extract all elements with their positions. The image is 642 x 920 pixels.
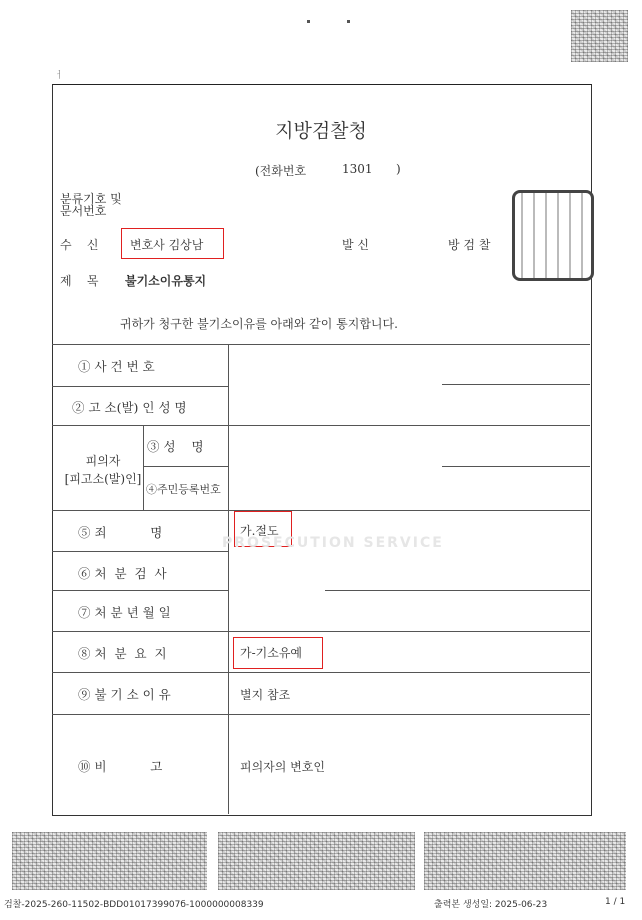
row-label-disposition-summary: ⑧ 처 분 요 지 <box>78 646 167 661</box>
remarks-value: 피의자의 변호인 <box>240 760 325 774</box>
scan-dot <box>347 20 350 23</box>
non-indictment-reason-value: 별지 참조 <box>240 688 291 702</box>
table-rule <box>52 386 228 387</box>
subject-label: 제 목 <box>60 274 99 288</box>
table-rule <box>442 384 590 385</box>
document-frame <box>52 84 592 816</box>
table-rule <box>52 510 590 511</box>
charge-value: 가.절도 <box>240 524 279 538</box>
table-rule <box>52 590 228 591</box>
barcode-icon <box>12 832 207 890</box>
barcode-icon <box>424 832 626 890</box>
scan-mark: ㅓ <box>55 71 64 81</box>
sender-value: 방 검 찰 <box>448 238 491 252</box>
table-rule <box>52 344 590 345</box>
page-title: 지방검찰청 <box>275 120 367 142</box>
row-label-complainant: ② 고 소(발) 인 성 명 <box>72 400 187 415</box>
intro-text: 귀하가 청구한 불기소이유를 아래와 같이 통지합니다. <box>120 317 398 331</box>
classification-label-line1: 분류기호 및 <box>60 192 122 206</box>
table-divider <box>143 425 144 510</box>
table-rule <box>143 466 228 467</box>
classification-label-line2: 문서번호 <box>60 204 107 218</box>
qr-code-icon <box>571 10 628 62</box>
footer-issued-date: 출력본 생성일: 2025-06-23 <box>434 900 548 910</box>
table-rule <box>442 466 590 467</box>
row-label-suspect-group: 피의자 [피고소(발)인] <box>64 454 142 486</box>
phone-number: 1301 <box>342 162 373 176</box>
barcode-icon <box>218 832 415 890</box>
table-rule <box>52 425 590 426</box>
table-rule <box>52 714 590 715</box>
row-label-suspect-name: ③ 성 명 <box>147 439 204 454</box>
recipient-label: 수 신 <box>60 238 99 252</box>
table-divider <box>228 344 229 814</box>
row-label-prosecutor: ⑥ 처 분 검 사 <box>78 566 167 581</box>
footer-doc-id: 검찰-2025-260-11502-BDD0101739907б-1000000008339 <box>4 900 264 910</box>
phone-close: ) <box>396 162 401 176</box>
row-label-case-number: ① 사 건 번 호 <box>78 359 155 374</box>
table-rule <box>52 672 590 673</box>
sender-label: 발 신 <box>342 238 369 252</box>
row-label-charge: ⑤ 죄 명 <box>78 525 163 540</box>
row-label-non-indictment-reason: ⑨ 불 기 소 이 유 <box>78 687 171 702</box>
row-label-suspect-id: ④주민등록번호 <box>146 483 221 496</box>
subject-value: 불기소이유통지 <box>125 274 207 288</box>
row-label-disposition-date: ⑦ 처 분 년 월 일 <box>78 605 171 620</box>
scan-dot <box>307 20 310 23</box>
watermark-text: PROSECUTION SERVICE <box>222 535 444 551</box>
footer-page-number: 1 / 1 <box>605 897 626 907</box>
recipient-value: 변호사 김상남 <box>130 238 204 252</box>
phone-label: (전화번호 <box>255 164 307 178</box>
classification-label <box>60 193 122 217</box>
table-rule <box>52 551 228 552</box>
official-seal-icon <box>512 190 594 281</box>
row-label-remarks: ⑩ 비 고 <box>78 759 163 774</box>
table-rule <box>325 590 590 591</box>
disposition-summary-value: 가-기소유예 <box>240 646 303 660</box>
table-rule <box>52 631 590 632</box>
